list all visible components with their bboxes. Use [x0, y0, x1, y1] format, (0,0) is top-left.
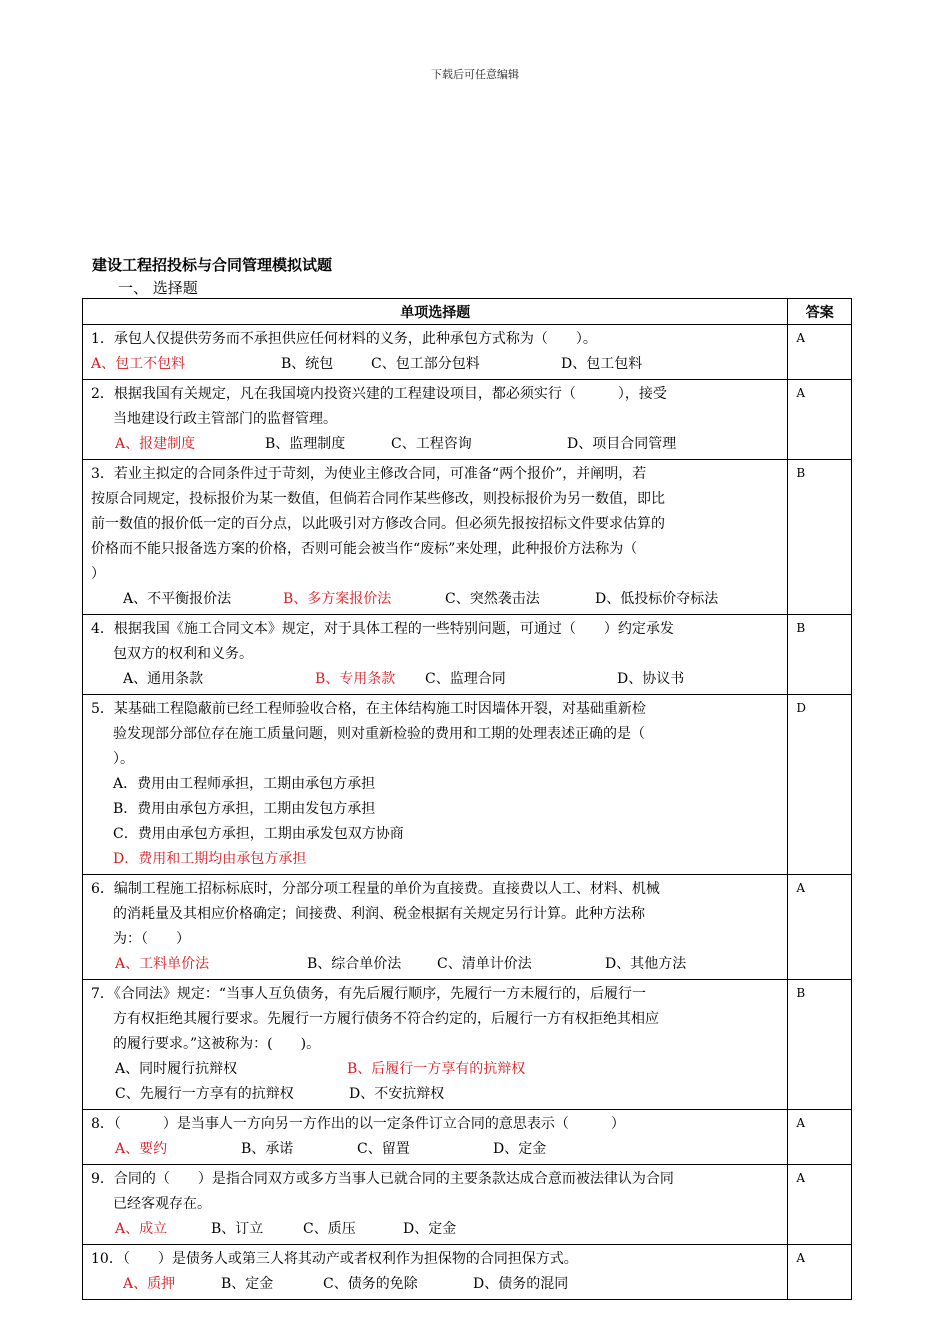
question-stem: 包双方的权利和义务。	[113, 646, 253, 662]
question-stem: 已经客观存在。	[113, 1196, 211, 1212]
question-stem: 6．编制工程施工招标标底时，分部分项工程量的单价为直接费。直接费以人工、材料、机械	[91, 881, 660, 897]
question-table	[82, 298, 852, 1300]
option: B、定金	[221, 1276, 274, 1292]
option: D、债务的混同	[473, 1276, 569, 1292]
option: D、项目合同管理	[567, 436, 677, 452]
table-row	[83, 1165, 852, 1245]
question-stem: 5．某基础工程隐蔽前已经工程师验收合格，在主体结构施工时因墙体开裂，对基础重新检	[91, 701, 646, 717]
option: C、突然袭击法	[445, 591, 540, 607]
option-correct: A、质押	[123, 1276, 176, 1292]
option-correct: A、包工不包料	[91, 356, 186, 372]
option-line	[91, 1272, 781, 1297]
option: D、不安抗辩权	[349, 1086, 445, 1102]
question-stem: 价格而不能只报备选方案的价格，否则可能会被当作“废标”来处理，此种报价方法称为（	[91, 541, 638, 557]
option: D、定金	[403, 1221, 457, 1237]
option-line	[91, 1057, 781, 1082]
table-row	[83, 460, 852, 615]
question-stem: 当地建设行政主管部门的监督管理。	[113, 411, 337, 427]
question-cell	[83, 615, 788, 695]
option-correct: B、专用条款	[315, 671, 396, 687]
table-row	[83, 325, 852, 380]
option: B、监理制度	[265, 436, 346, 452]
question-cell	[83, 380, 788, 460]
option: D、定金	[493, 1141, 547, 1157]
table-row	[83, 1245, 852, 1300]
option: C、先履行一方享有的抗辩权	[115, 1086, 294, 1102]
option: A、不平衡报价法	[123, 591, 232, 607]
option: C．费用由承包方承担，工期由承发包双方协商	[113, 826, 404, 842]
option: A、同时履行抗辩权	[115, 1061, 238, 1077]
question-cell	[83, 460, 788, 615]
option: C、包工部分包料	[371, 356, 480, 372]
option: D、包工包料	[561, 356, 643, 372]
option-correct: A、报建制度	[115, 436, 196, 452]
answer-cell: A	[788, 1110, 852, 1165]
option-line	[91, 587, 781, 612]
answer-cell: A	[788, 1245, 852, 1300]
question-stem: 2．根据我国有关规定，凡在我国境内投资兴建的工程建设项目，都必须实行（ ），接受	[91, 386, 667, 402]
column-header-answer: 答案	[788, 299, 852, 325]
option-correct: B、后履行一方享有的抗辩权	[347, 1061, 526, 1077]
option: C、清单计价法	[437, 956, 532, 972]
question-cell	[83, 1165, 788, 1245]
question-cell	[83, 695, 788, 875]
question-stem: 为：（ ）	[113, 931, 190, 947]
option: D、其他方法	[605, 956, 687, 972]
option-line	[91, 432, 781, 457]
answer-cell: A	[788, 875, 852, 980]
option: A．费用由工程师承担，工期由承包方承担	[113, 776, 376, 792]
option-line	[91, 1217, 781, 1242]
option: C、监理合同	[425, 671, 506, 687]
answer-cell: B	[788, 615, 852, 695]
table-row	[83, 875, 852, 980]
option-line	[91, 667, 781, 692]
question-stem: 前一数值的报价低一定的百分点，以此吸引对方修改合同。但必须先报按招标文件要求估算的	[91, 516, 665, 532]
option-correct: D．费用和工期均由承包方承担	[113, 851, 307, 867]
question-cell	[83, 1245, 788, 1300]
question-stem: 1．承包人仅提供劳务而不承担供应任何材料的义务，此种承包方式称为（ ）。	[91, 331, 597, 347]
table-row	[83, 380, 852, 460]
option-line	[91, 1137, 781, 1162]
answer-cell: B	[788, 460, 852, 615]
question-stem: ）	[91, 566, 105, 582]
question-cell	[83, 325, 788, 380]
table-row	[83, 695, 852, 875]
question-stem: ）。	[113, 751, 134, 767]
option: C、债务的免除	[323, 1276, 418, 1292]
option-correct: A、要约	[115, 1141, 168, 1157]
answer-cell: A	[788, 325, 852, 380]
option: D、协议书	[617, 671, 685, 687]
question-stem: 的履行要求。”这被称为：( )。	[113, 1036, 321, 1052]
question-stem: 8．（ ）是当事人一方向另一方作出的以一定条件订立合同的意思表示（ ）	[91, 1116, 625, 1132]
question-stem: 的消耗量及其相应价格确定；间接费、利润、税金根据有关规定另行计算。此种方法称	[113, 906, 645, 922]
answer-cell: A	[788, 1165, 852, 1245]
option-line	[91, 952, 781, 977]
table-row	[83, 980, 852, 1110]
option-correct: A、成立	[115, 1221, 168, 1237]
question-stem: 验发现部分部位存在施工质量问题，则对重新检验的费用和工期的处理表述正确的是（	[113, 726, 645, 742]
table-header-row	[83, 299, 852, 325]
option: B、综合单价法	[307, 956, 402, 972]
option-correct: A、工料单价法	[115, 956, 210, 972]
question-cell	[83, 980, 788, 1110]
option-line	[91, 352, 781, 377]
answer-cell: D	[788, 695, 852, 875]
question-stem: 按原合同规定，投标报价为某一数值，但倘若合同作某些修改，则投标报价为另一数值，即比	[91, 491, 665, 507]
option: C、留置	[357, 1141, 410, 1157]
option: C、工程咨询	[391, 436, 472, 452]
question-cell	[83, 1110, 788, 1165]
option-line	[91, 1082, 781, 1107]
option: B、订立	[211, 1221, 264, 1237]
question-stem: 10．（ ）是债务人或第三人将其动产或者权利作为担保物的合同担保方式。	[91, 1251, 578, 1267]
column-header-question: 单项选择题	[83, 299, 788, 325]
question-stem: 9．合同的（ ）是指合同双方或多方当事人已就合同的主要条款达成合意而被法律认为合同	[91, 1171, 674, 1187]
section-heading: 一、 选择题	[118, 279, 198, 297]
option-correct: B、多方案报价法	[283, 591, 392, 607]
option: B、承诺	[241, 1141, 294, 1157]
question-cell	[83, 875, 788, 980]
question-stem: 3．若业主拟定的合同条件过于苛刻，为使业主修改合同，可准备“两个报价”，并阐明，若	[91, 466, 647, 482]
answer-cell: B	[788, 980, 852, 1110]
table-row	[83, 1110, 852, 1165]
answer-cell: A	[788, 380, 852, 460]
question-stem: 7．《合同法》规定：“当事人互负债务，有先后履行顺序，先履行一方未履行的，后履行一	[91, 986, 647, 1002]
option: B．费用由承包方承担，工期由发包方承担	[113, 801, 376, 817]
option: C、质压	[303, 1221, 356, 1237]
page-header: 下载后可任意编辑	[431, 68, 519, 81]
document-title: 建设工程招投标与合同管理模拟试题	[92, 256, 333, 274]
option: D、低投标价夺标法	[595, 591, 719, 607]
option: A、通用条款	[123, 671, 204, 687]
question-stem: 4．根据我国《施工合同文本》规定，对于具体工程的一些特别问题，可通过（ ）约定承发	[91, 621, 674, 637]
option: B、统包	[281, 356, 334, 372]
table-row	[83, 615, 852, 695]
question-stem: 方有权拒绝其履行要求。先履行一方履行债务不符合约定的，后履行一方有权拒绝其相应	[113, 1011, 659, 1027]
